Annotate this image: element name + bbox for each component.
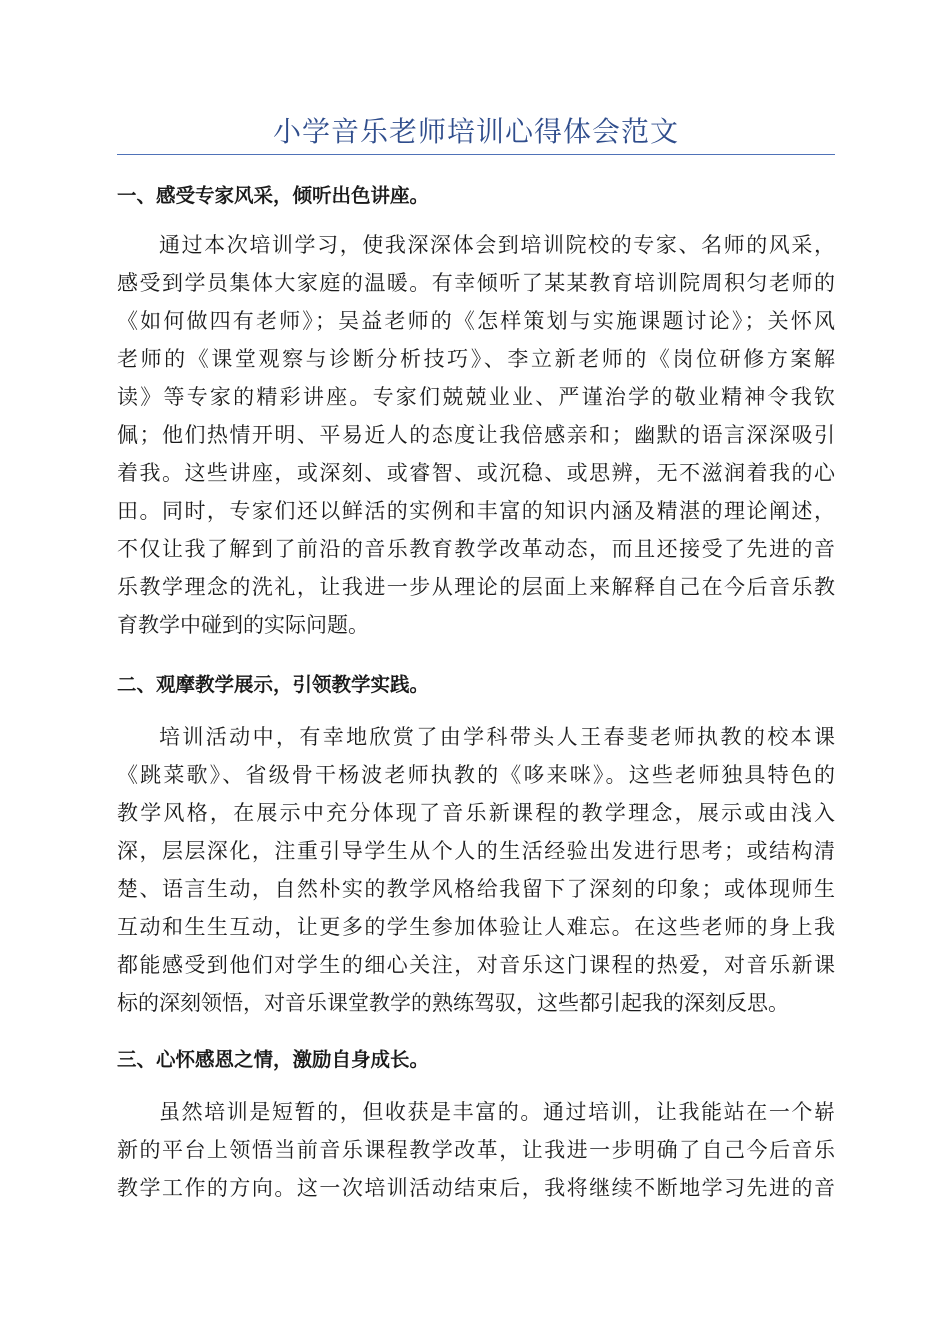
paragraph-line: 楚、语言生动，自然朴实的教学风格给我留下了深刻的印象；或体现师生 xyxy=(117,877,835,901)
section-paragraph-2 xyxy=(117,718,835,1022)
paragraph-line: 乐教学理念的洗礼，让我进一步从理论的层面上来解释自己在今后音乐教 xyxy=(117,575,835,599)
paragraph-line: 标的深刻领悟，对音乐课堂教学的熟练驾驭，这些都引起我的深刻反思。 xyxy=(117,991,789,1015)
paragraph-line: 虽然培训是短暂的，但收获是丰富的。通过培训，让我能站在一个崭 xyxy=(159,1100,835,1124)
paragraph-line: 《如何做四有老师》；吴益老师的《怎样策划与实施课题讨论》；关怀风 xyxy=(117,309,835,333)
paragraph-line: 读》等专家的精彩讲座。专家们兢兢业业、严谨治学的敬业精神令我钦 xyxy=(117,385,835,409)
paragraph-line: 不仅让我了解到了前沿的音乐教育教学改革动态，而且还接受了先进的音 xyxy=(117,537,835,561)
paragraph-line: 新的平台上领悟当前音乐课程教学改革，让我进一步明确了自己今后音乐 xyxy=(117,1138,835,1162)
section-heading-1: 一、感受专家风采，倾听出色讲座。 xyxy=(117,184,430,207)
paragraph-line: 教学工作的方向。这一次培训活动结束后，我将继续不断地学习先进的音 xyxy=(117,1176,835,1200)
paragraph-line: 育教学中碰到的实际问题。 xyxy=(117,613,369,637)
section-heading-3: 三、心怀感恩之情，激励自身成长。 xyxy=(117,1048,430,1071)
paragraph-line: 通过本次培训学习，使我深深体会到培训院校的专家、名师的风采， xyxy=(159,233,835,257)
paragraph-line: 互动和生生互动，让更多的学生参加体验让人难忘。在这些老师的身上我 xyxy=(117,915,835,939)
paragraph-line: 田。同时，专家们还以鲜活的实例和丰富的知识内涵及精湛的理论阐述， xyxy=(117,499,835,523)
section-heading-2: 二、观摩教学展示，引领教学实践。 xyxy=(117,673,430,696)
title-underline xyxy=(117,154,835,155)
paragraph-line: 《跳菜歌》、省级骨干杨波老师执教的《哆来咪》。这些老师独具特色的 xyxy=(117,763,835,787)
section-paragraph-3 xyxy=(117,1093,835,1207)
paragraph-line: 着我。这些讲座，或深刻、或睿智、或沉稳、或思辨，无不滋润着我的心 xyxy=(117,461,835,485)
paragraph-line: 深，层层深化，注重引导学生从个人的生活经验出发进行思考；或结构清 xyxy=(117,839,835,863)
document-title: 小学音乐老师培训心得体会范文 xyxy=(272,115,679,148)
section-paragraph-1 xyxy=(117,226,835,644)
paragraph-line: 佩；他们热情开明、平易近人的态度让我倍感亲和；幽默的语言深深吸引 xyxy=(117,423,835,447)
paragraph-line: 感受到学员集体大家庭的温暖。有幸倾听了某某教育培训院周积匀老师的 xyxy=(117,271,835,295)
paragraph-line: 都能感受到他们对学生的细心关注，对音乐这门课程的热爱，对音乐新课 xyxy=(117,953,835,977)
paragraph-line: 老师的《课堂观察与诊断分析技巧》、李立新老师的《岗位研修方案解 xyxy=(117,347,835,371)
paragraph-line: 培训活动中，有幸地欣赏了由学科带头人王春斐老师执教的校本课 xyxy=(159,725,835,749)
paragraph-line: 教学风格，在展示中充分体现了音乐新课程的教学理念，展示或由浅入 xyxy=(117,801,835,825)
